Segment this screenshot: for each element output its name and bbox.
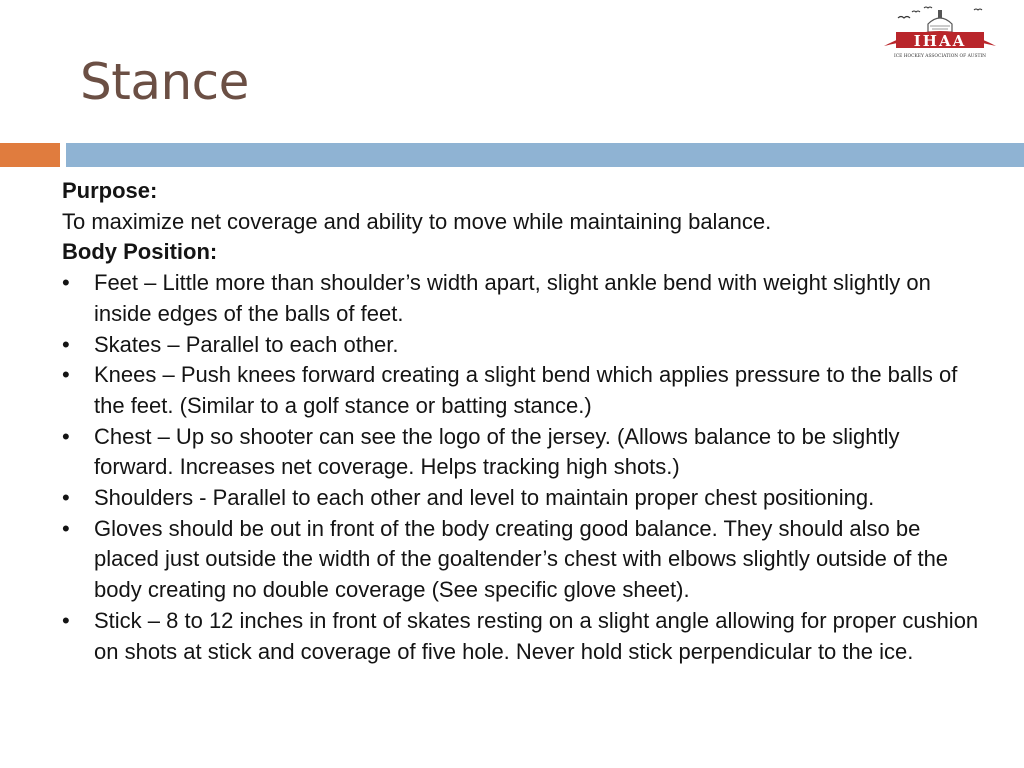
bullet-text: Knees – Push knees forward creating a slight bend which applies pressure to the balls of the feet. (Similar to a golf stance or batting stance.)	[94, 362, 958, 418]
slide-body	[62, 176, 982, 667]
bullet-text: Gloves should be out in front of the body creating good balance. They should also be placed just outside the width of the goaltender’s chest with elbows slightly outside of the body creating no double coverage (See specific glove sheet).	[94, 515, 949, 603]
slide-title: Stance	[80, 53, 249, 111]
ihaa-logo	[878, 2, 1002, 62]
purpose-heading: Purpose:	[62, 178, 158, 203]
list-item	[62, 483, 982, 514]
bullet-text: Skates – Parallel to each other.	[94, 331, 399, 357]
body-position-list	[62, 268, 982, 667]
list-item	[62, 606, 982, 667]
bullet-text: Chest – Up so shooter can see the logo of the jersey. (Allows balance to be slightly forward. Increases net coverage. Helps tracking high shots.)	[94, 423, 900, 480]
bullet-text: Stick – 8 to 12 inches in front of skates resting on a slight angle allowing for proper cushion on shots at stick and coverage of five hole. Never hold stick perpendicular to the ice.	[94, 607, 979, 664]
bullet-icon: •	[62, 485, 70, 511]
bullet-icon: •	[62, 362, 70, 388]
list-item	[62, 422, 982, 483]
bullet-icon: •	[62, 331, 70, 357]
list-item	[62, 330, 982, 361]
logo-subtitle: ICE HOCKEY ASSOCIATION OF AUSTIN	[894, 54, 986, 59]
bullet-icon: •	[62, 515, 70, 541]
list-item	[62, 514, 982, 606]
bullet-text: Shoulders - Parallel to each other and level to maintain proper chest positioning.	[94, 485, 875, 511]
body-position-heading: Body Position:	[62, 239, 218, 265]
bullet-icon: •	[62, 607, 70, 633]
bullet-text: Feet – Little more than shoulder’s width apart, slight ankle bend with weight slightly on inside edges of the balls of feet.	[94, 270, 931, 326]
list-item	[62, 360, 982, 421]
logo-text: IHAA	[913, 32, 967, 50]
bullet-icon: •	[62, 270, 70, 296]
list-item	[62, 268, 982, 329]
bullet-icon: •	[62, 423, 70, 449]
accent-bar	[0, 143, 60, 167]
divider-bar	[66, 143, 1024, 167]
purpose-text: To maximize net coverage and ability to move while maintaining balance.	[62, 208, 772, 234]
